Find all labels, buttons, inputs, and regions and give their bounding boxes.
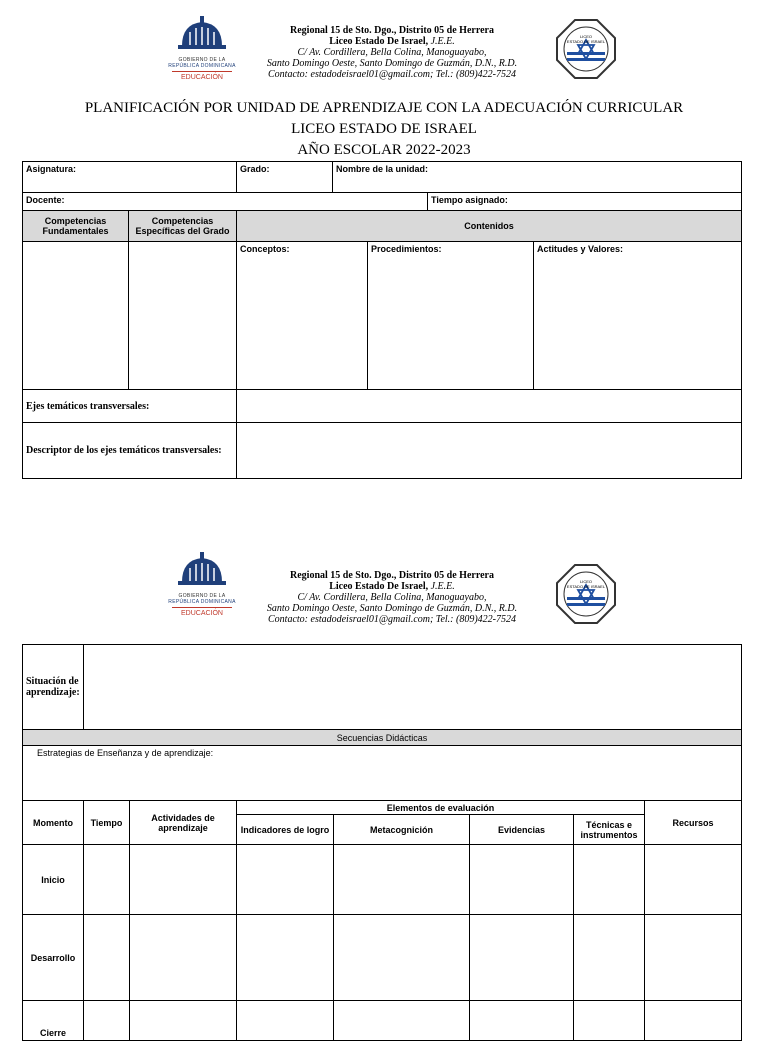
seal-text-top: LICEO — [579, 34, 592, 39]
cell[interactable] — [574, 845, 645, 915]
school-seal — [555, 18, 617, 85]
field-estrategias[interactable]: Estrategias de Enseñanza y de aprendizaje: — [23, 746, 742, 801]
cell[interactable] — [334, 845, 470, 915]
seal-text-mid: ESTADO DE ISRAEL — [566, 39, 606, 44]
cell[interactable] — [645, 845, 742, 915]
row-label-inicio: Inicio — [23, 845, 84, 915]
cell[interactable] — [645, 1001, 742, 1041]
cell[interactable] — [470, 915, 574, 1001]
header-secuencias-didacticas: Secuencias Didácticas — [23, 730, 742, 746]
header-competencias-especificas: Competencias Específicas del Grado — [129, 211, 237, 242]
header-line-city: Santo Domingo Oeste, Santo Domingo de Guzmán, D.N., R.D. — [266, 58, 518, 69]
table-row — [23, 845, 742, 915]
header-evidencias: Evidencias — [470, 815, 574, 845]
field-tiempo-asignado[interactable]: Tiempo asignado: — [428, 193, 742, 211]
label-descriptor-ejes: Descriptor de los ejes temáticos transversales: — [23, 423, 237, 479]
header-line-regional: Regional 15 de Sto. Dgo., Distrito 05 de Herrera — [290, 570, 494, 581]
header-line-school: Liceo Estado De Israel, — [329, 581, 429, 592]
field-actitudes-valores[interactable]: Actitudes y Valores: — [534, 242, 742, 390]
label-situacion-aprendizaje: Situación de aprendizaje: — [23, 645, 84, 730]
mined-logo-2 — [160, 548, 244, 617]
row-label-cierre: Cierre — [23, 1001, 84, 1041]
dome-icon — [160, 548, 244, 588]
header-contenidos: Contenidos — [237, 211, 742, 242]
field-docente[interactable]: Docente: — [23, 193, 428, 211]
didactic-sequence-table — [22, 644, 742, 1041]
cell[interactable] — [645, 915, 742, 1001]
field-conceptos[interactable]: Conceptos: — [237, 242, 368, 390]
header-tiempo: Tiempo — [84, 801, 130, 845]
header-line-jee: J.E.E. — [430, 581, 455, 592]
title-line-3: AÑO ESCOLAR 2022-2023 — [297, 142, 471, 158]
cell[interactable] — [334, 915, 470, 1001]
cell[interactable] — [237, 1001, 334, 1041]
mined-subtitle-1: GOBIERNO DE LA — [178, 593, 226, 599]
header-line-school: Liceo Estado De Israel, — [329, 36, 429, 47]
header-line-city: Santo Domingo Oeste, Santo Domingo de Guzmán, D.N., R.D. — [266, 603, 518, 614]
header-recursos: Recursos — [645, 801, 742, 845]
header-competencias-fundamentales: Competencias Fundamentales — [23, 211, 129, 242]
field-asignatura[interactable]: Asignatura: — [23, 162, 237, 193]
mined-education-label: EDUCACIÓN — [180, 74, 223, 81]
cell[interactable] — [130, 845, 237, 915]
mined-education-label: EDUCACIÓN — [180, 610, 223, 617]
header-line-regional: Regional 15 de Sto. Dgo., Distrito 05 de Herrera — [290, 25, 494, 36]
title-line-2: LICEO ESTADO DE ISRAEL — [291, 121, 477, 137]
cell-ejes-tematicos[interactable] — [237, 390, 742, 423]
header-line-street: C/ Av. Cordillera, Bella Colina, Manoguayabo, — [297, 592, 487, 603]
cell[interactable] — [84, 845, 130, 915]
mined-logo — [160, 12, 244, 81]
cell[interactable] — [470, 845, 574, 915]
header-line-contact: Contacto: estadodeisrael01@gmail.com; Tel.: (809)422-7524 — [268, 614, 516, 625]
cell[interactable] — [84, 1001, 130, 1041]
cell[interactable] — [237, 845, 334, 915]
mined-subtitle-2: REPÚBLICA DOMINICANA — [168, 63, 236, 69]
header-tecnicas-instrumentos: Técnicas e instrumentos — [574, 815, 645, 845]
header-line-street: C/ Av. Cordillera, Bella Colina, Manoguayabo, — [297, 47, 487, 58]
seal-text-top: LICEO — [579, 579, 592, 584]
cell[interactable] — [84, 915, 130, 1001]
cell[interactable] — [237, 915, 334, 1001]
field-grado[interactable]: Grado: — [237, 162, 333, 193]
table-row — [23, 915, 742, 1001]
field-nombre-unidad[interactable]: Nombre de la unidad: — [333, 162, 742, 193]
header-address-block — [242, 25, 542, 80]
header-line-contact: Contacto: estadodeisrael01@gmail.com; Tel.: (809)422-7524 — [268, 69, 516, 80]
header-elementos-evaluacion: Elementos de evaluación — [237, 801, 645, 815]
school-seal-2 — [555, 563, 617, 630]
dome-icon — [160, 12, 244, 52]
cell[interactable] — [470, 1001, 574, 1041]
header-metacognicion: Metacognición — [334, 815, 470, 845]
header-indicadores-logro: Indicadores de logro — [237, 815, 334, 845]
mined-subtitle-2: REPÚBLICA DOMINICANA — [168, 599, 236, 605]
title-line-1: PLANIFICACIÓN POR UNIDAD DE APRENDIZAJE CON LA ADECUACIÓN CURRICULAR — [84, 100, 684, 116]
row-label-desarrollo: Desarrollo — [23, 915, 84, 1001]
header-actividades: Actividades de aprendizaje — [130, 801, 237, 845]
header-line-jee: J.E.E. — [430, 36, 455, 47]
cell[interactable] — [574, 1001, 645, 1041]
mined-subtitle-1: GOBIERNO DE LA — [178, 57, 226, 63]
star-of-david-seal-icon — [555, 563, 617, 625]
cell-competencias-especificas[interactable] — [129, 242, 237, 390]
cell-descriptor-ejes[interactable] — [237, 423, 742, 479]
cell-situacion-aprendizaje[interactable] — [84, 645, 742, 730]
star-of-david-seal-icon — [555, 18, 617, 80]
field-procedimientos[interactable]: Procedimientos: — [368, 242, 534, 390]
seal-text-mid: ESTADO DE ISRAEL — [566, 584, 606, 589]
header-address-block-2 — [242, 570, 542, 625]
cell[interactable] — [574, 915, 645, 1001]
table-row — [23, 1001, 742, 1041]
cell[interactable] — [334, 1001, 470, 1041]
planning-table — [22, 161, 742, 479]
label-ejes-tematicos: Ejes temáticos transversales: — [23, 390, 237, 423]
header-momento: Momento — [23, 801, 84, 845]
cell[interactable] — [130, 915, 237, 1001]
cell-competencias-fundamentales[interactable] — [23, 242, 129, 390]
cell[interactable] — [130, 1001, 237, 1041]
